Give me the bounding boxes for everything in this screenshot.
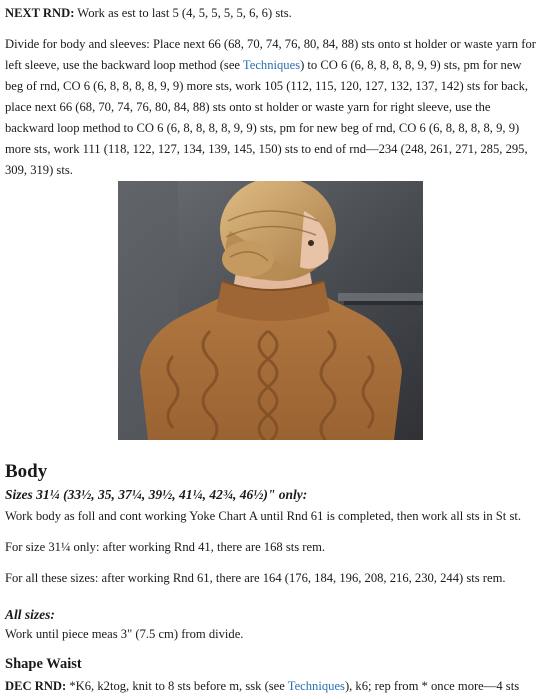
dec-round-label: DEC RND:: [5, 679, 67, 693]
next-round-label: NEXT RND:: [5, 6, 75, 20]
all-sizes-count-note: For all these sizes: after working Rnd 61, there are 164 (176, 184, 196, 208, 216, 230, 244) sts rem.: [5, 571, 506, 585]
body-instruction: Work body as foll and cont working Yoke Chart A until Rnd 61 is completed, then work all sts in St st.: [5, 509, 522, 523]
divide-text-2: ) to CO 6 (6, 8, 8, 8, 8, 9, 9) sts, pm for new beg of rnd, CO 6 (6, 8, 8, 8, 8, 9, 9) more sts, work 105 (112, 115, 120, 127, 132, 137, 142) sts for back, place next 66 (68, 70, 74, 76, 80, 84, 88) sts onto st holder or waste yarn for right sleeve, use the backward loop method to CO 6 (6, 8, 8, 8, 8, 9, 9) sts, pm for new beg of rnd, CO 6 (6, 8, 8, 8, 8, 9, 9) more sts, work 111 (118, 122, 127, 134, 139, 145, 150) sts to end of rnd—234 (248, 261, 271, 285, 295, 309, 319) sts.: [5, 58, 529, 177]
techniques-link[interactable]: Techniques: [242, 58, 301, 72]
divide-paragraph: [5, 34, 536, 181]
measure-instruction: Work until piece meas 3" (7.5 cm) from divide.: [5, 627, 244, 641]
sweater-back-photo-art: [118, 181, 423, 440]
dec-round-paragraph: [5, 676, 536, 697]
size-31-note: For size 31¼ only: after working Rnd 41, there are 168 sts rem.: [5, 540, 326, 554]
dec-round-text-1: *K6, k2tog, knit to 8 sts before m, ssk (see: [66, 679, 288, 693]
all-sizes-heading: All sizes:: [5, 607, 55, 622]
section-heading-body: Body: [5, 461, 48, 482]
divide-text-1: Divide for body and sleeves: Place next 66 (68, 70, 74, 76, 80, 84, 88) sts onto st holder or waste yarn for left sleeve, use the backward loop method (see: [5, 37, 536, 72]
sizes-heading: Sizes 31¼ (33½, 35, 37¼, 39½, 41¼, 42¾, 46½)" only:: [5, 487, 308, 502]
next-round-paragraph: [5, 3, 536, 24]
techniques-link-2[interactable]: Techniques: [287, 679, 345, 693]
shape-waist-heading: Shape Waist: [5, 656, 82, 672]
dec-round-text-2: ), k6; rep from * once more—4 sts: [344, 679, 520, 693]
sweater-back-photo: [118, 181, 423, 440]
next-round-text: Work as est to last 5 (4, 5, 5, 5, 5, 6, 6) sts.: [74, 6, 292, 20]
